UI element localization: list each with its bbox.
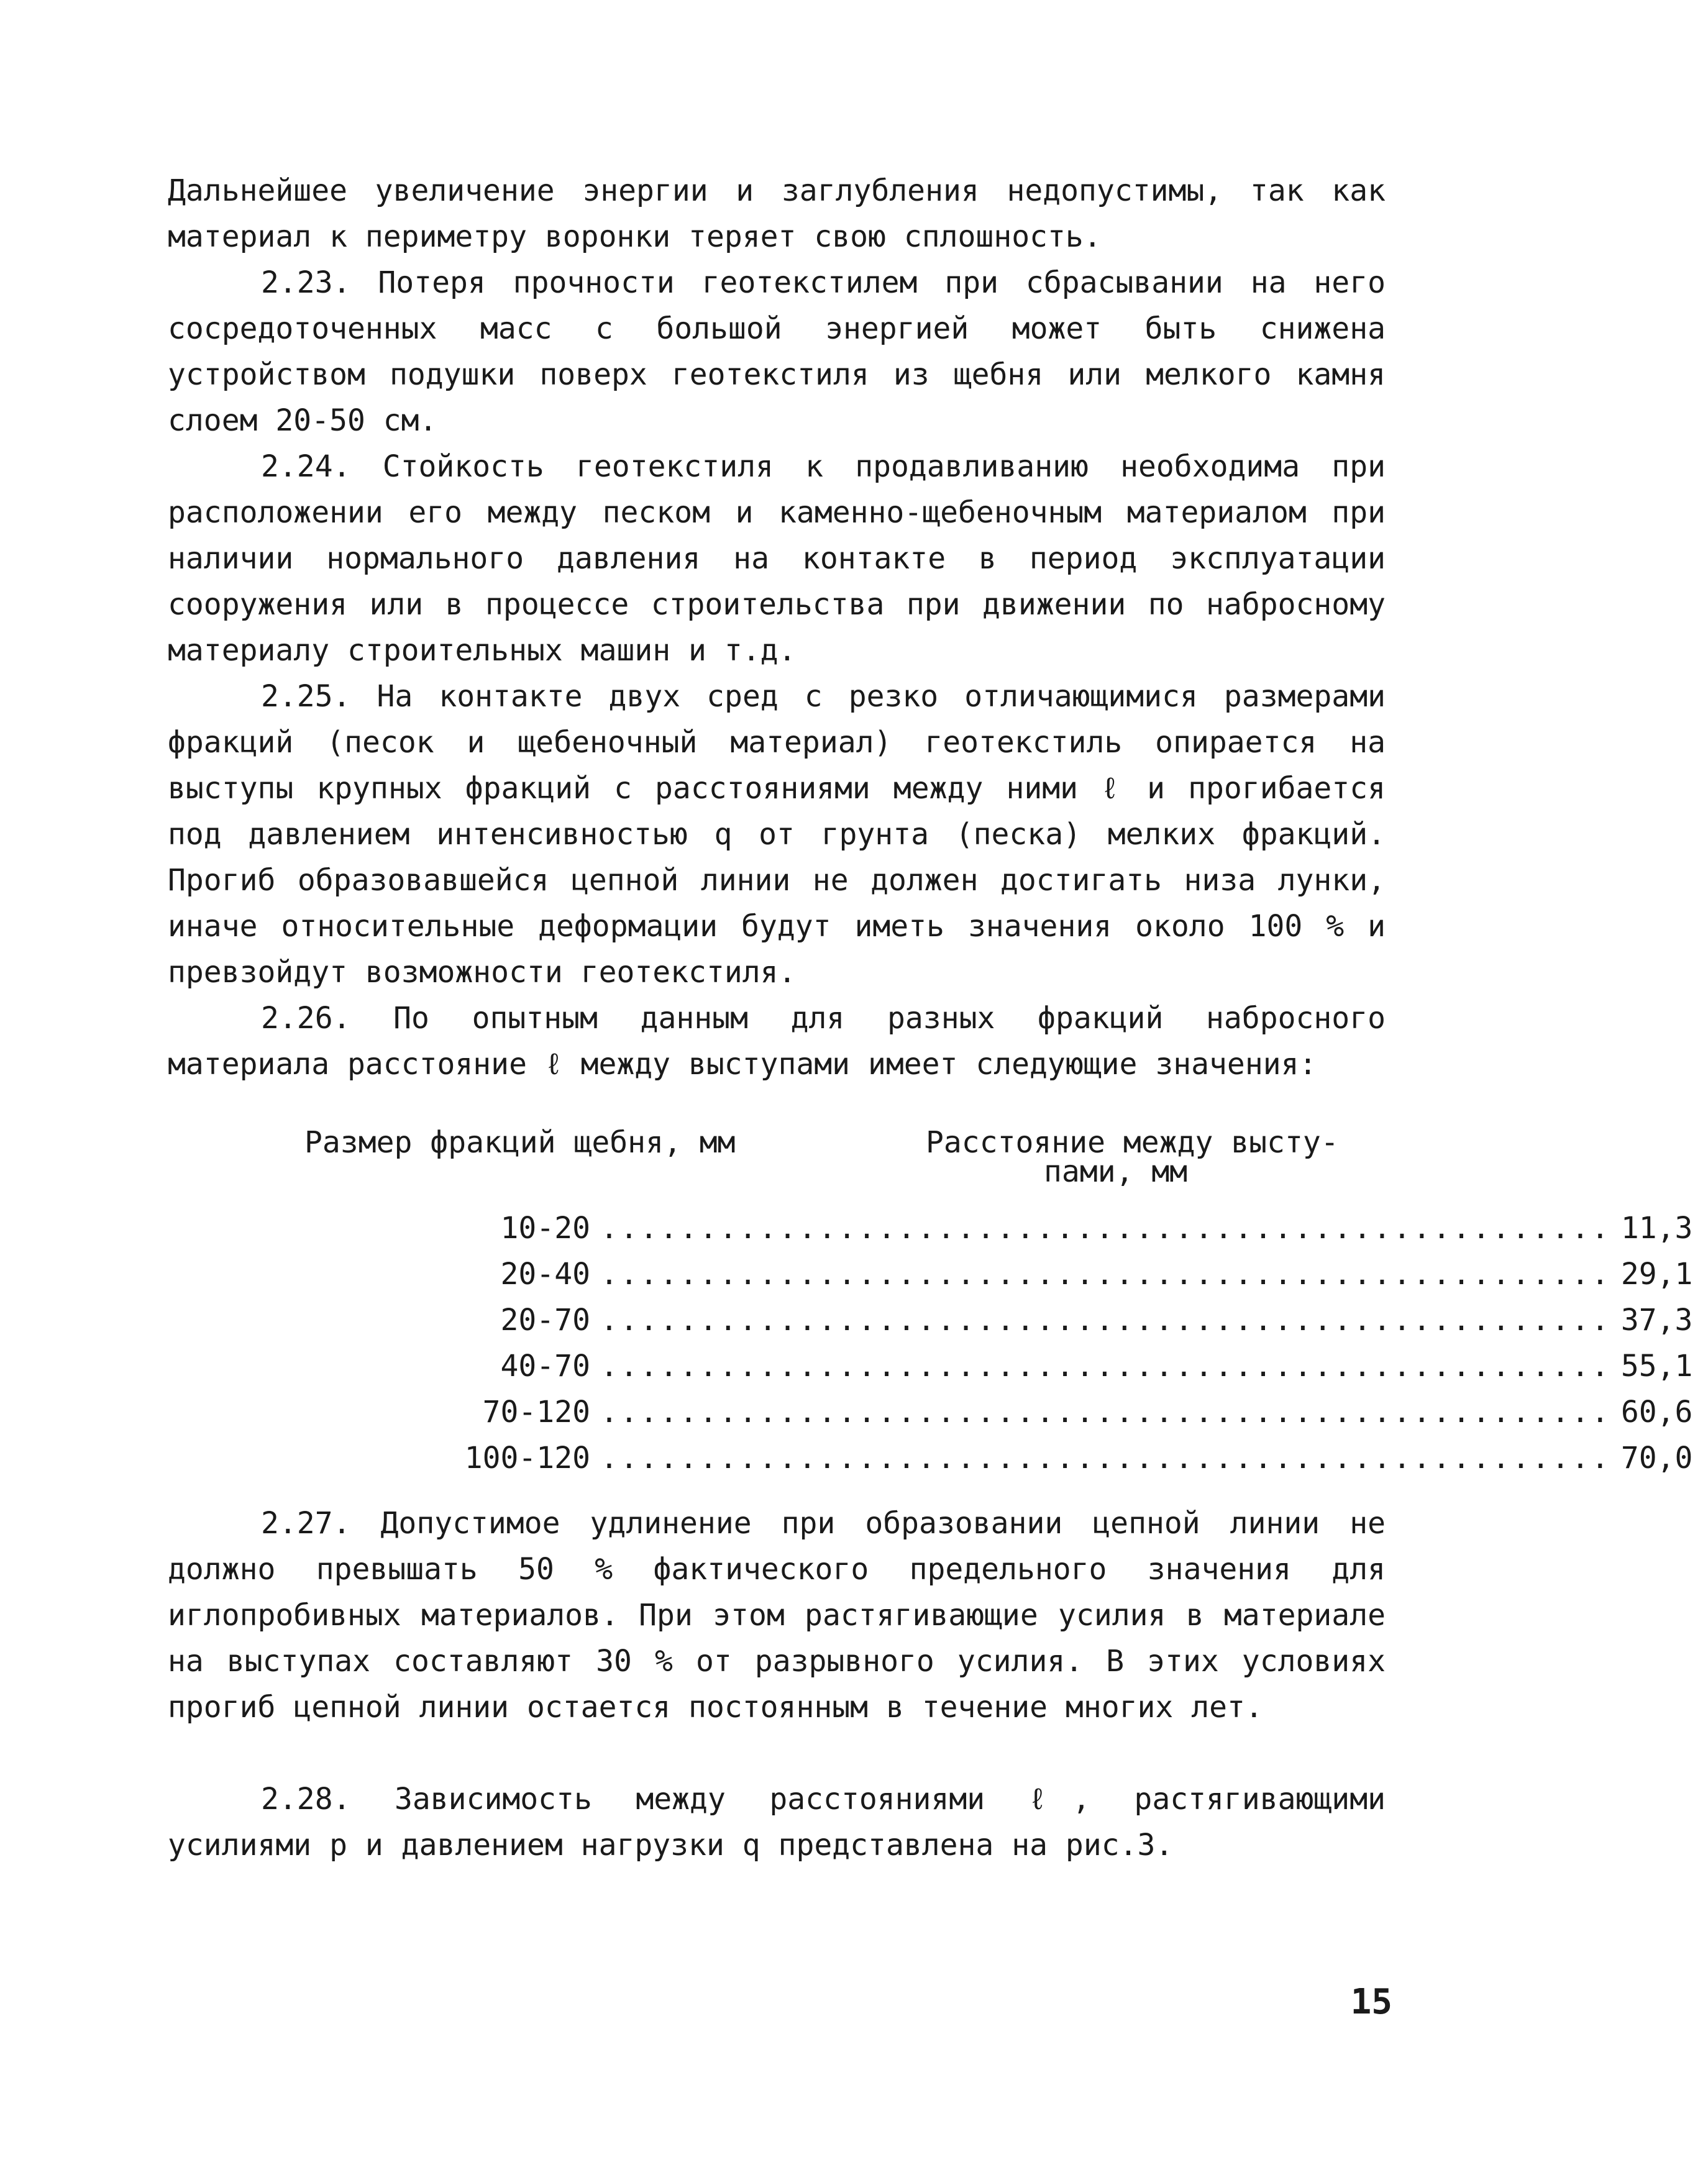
table-row <box>435 1389 1693 1435</box>
leader-dots: ................................................... <box>600 1211 1611 1246</box>
paragraph-intro: Дальнейшее увеличение энергии и заглубления недопустимы, так как материал к периметру воронки теряет свою сплошность. <box>168 173 1386 254</box>
paragraph-2-23: 2.23. Потеря прочности геотекстилем при сбрасывании на него сосредоточенных масс с большой энергией может быть снижена устройством подушки поверх геотекстиля из щебня или мелкого камня слоем 20-50 см. <box>168 265 1386 438</box>
paragraph-2-27: 2.27. Допустимое удлинение при образовании цепной линии не должно превышать 50 % фактического предельного значения для иглопробивных материалов. При этом растягивающие усилия в материале на выступах составляют 30 % от разрывного усилия. В этих условиях прогиб цепной линии остается постоянным в течение многих лет. <box>168 1506 1386 1725</box>
distance-cell: 60,6 <box>1620 1395 1693 1430</box>
table-header-distance-line1: Расстояние между высту- <box>926 1125 1339 1160</box>
leader-dots: ................................................... <box>600 1441 1611 1475</box>
fraction-cell: 20-40 <box>500 1257 590 1292</box>
table-header-distance-line2: пами, мм <box>1044 1154 1188 1189</box>
table-row <box>435 1297 1693 1343</box>
fraction-table <box>435 1205 1693 1481</box>
leader-dots: ................................................... <box>600 1257 1611 1292</box>
distance-cell: 29,1 <box>1620 1257 1693 1292</box>
paragraph-2-26: 2.26. По опытным данным для разных фракций набросного материала расстояние ℓ между выступами имеет следующие значения: <box>168 1001 1386 1082</box>
distance-cell: 70,0 <box>1620 1441 1693 1475</box>
table-row <box>435 1343 1693 1389</box>
fraction-cell: 10-20 <box>500 1211 590 1246</box>
table-row <box>435 1251 1693 1297</box>
table-header-fraction: Размер фракций щебня, мм <box>304 1125 736 1160</box>
paragraph-2-25: 2.25. На контакте двух сред с резко отличающимися размерами фракций (песок и щебеночный материал) геотекстиль опирается на выступы крупных фракций с расстояниями между ними ℓ и прогибается под давлением интенсивностью q от грунта (песка) мелких фракций. Прогиб образовавшейся цепной линии не должен достигать низа лунки, иначе относительные деформации будут иметь значения около 100 % и превзойдут возможности геотекстиля. <box>168 679 1386 990</box>
table-row <box>435 1205 1693 1251</box>
distance-cell: 55,1 <box>1620 1349 1693 1384</box>
fraction-cell: 20-70 <box>500 1303 590 1338</box>
distance-cell: 37,3 <box>1620 1303 1693 1338</box>
leader-dots: ................................................... <box>600 1395 1611 1430</box>
paragraph-2-24: 2.24. Стойкость геотекстиля к продавливанию необходима при расположении его между песком и каменно-щебеночным материалом при наличии нормального давления на контакте в период эксплуатации сооружения или в процессе строительства при движении по набросному материалу строительных машин и т.д. <box>168 449 1386 668</box>
paragraph-2-28: 2.28. Зависимость между расстояниями ℓ, растягивающими усилиями р и давлением нагрузки q представлена на рис.3. <box>168 1782 1386 1863</box>
fraction-cell: 100-120 <box>464 1441 590 1475</box>
distance-cell: 11,3 <box>1620 1211 1693 1246</box>
table-row <box>435 1435 1693 1481</box>
leader-dots: ................................................... <box>600 1303 1611 1338</box>
leader-dots: ................................................... <box>600 1349 1611 1384</box>
page-number: 15 <box>1350 1982 1392 2022</box>
fraction-cell: 70-120 <box>482 1395 590 1430</box>
fraction-cell: 40-70 <box>500 1349 590 1384</box>
